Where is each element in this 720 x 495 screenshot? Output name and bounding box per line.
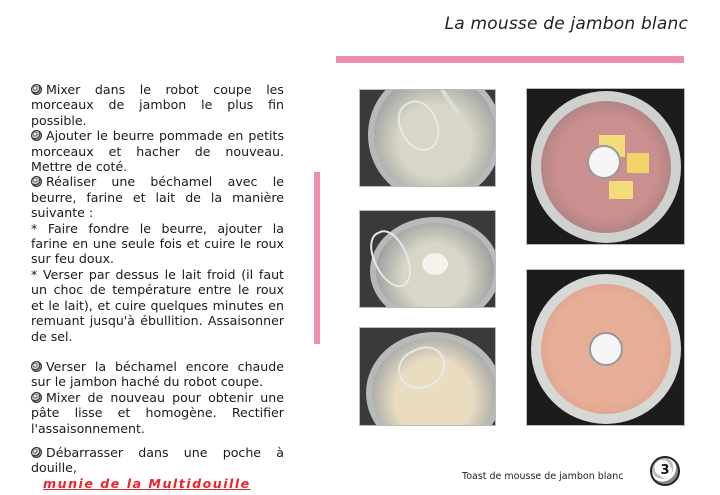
vertical-accent-bar	[314, 172, 320, 344]
processor-hub	[587, 145, 621, 179]
photo-adding-flour	[359, 210, 496, 308]
step-4: Verser la béchamel encore chaude sur le jambon haché du robot coupe.	[31, 358, 284, 390]
photo-bechamel	[359, 327, 496, 426]
recipe-instructions	[31, 82, 284, 491]
bullet-icon	[31, 176, 42, 187]
step-3b: * Verser par dessus le lait froid (il faut un choc de température entre le roux et le lait), et cuire quelques minutes en remuant jusqu'à ébullition. Assaisonner de sel.	[31, 266, 284, 344]
page-number-badge	[650, 456, 680, 486]
processor-hub	[589, 332, 623, 366]
step-1: Mixer dans le robot coupe les morceaux de jambon le plus fin possible.	[31, 82, 284, 128]
photo-melting-butter	[359, 89, 496, 187]
step-2: Ajouter le beurre pommade en petits morceaux et hacher de nouveau. Mettre de coté.	[31, 128, 284, 175]
photo-ham-and-butter	[526, 88, 685, 245]
bullet-icon	[31, 361, 42, 372]
title-underline-bar	[336, 56, 684, 63]
bullet-icon	[31, 392, 42, 403]
photo-smooth-mousse	[526, 269, 685, 426]
step-3a: * Faire fondre le beurre, ajouter la farine en une seule fois et cuire le roux sur feu doux.	[31, 220, 284, 267]
bullet-icon	[31, 447, 42, 458]
bullet-icon	[31, 84, 42, 95]
page-number: 3	[658, 464, 672, 478]
multidouille-link[interactable]: munie de la Multidouille	[43, 475, 251, 491]
page-title: La mousse de jambon blanc	[444, 14, 688, 34]
flour-pile	[422, 253, 448, 275]
bullet-icon	[31, 130, 42, 141]
step-6-link-line	[31, 476, 284, 491]
step-6: Débarrasser dans une poche à douille,	[31, 444, 284, 476]
step-3: Réaliser une béchamel avec le beurre, farine et lait de la manière suivante :	[31, 174, 284, 221]
step-5: Mixer de nouveau pour obtenir une pâte lisse et homogène. Rectifier l'assaisonnement.	[31, 389, 284, 436]
footer-caption: Toast de mousse de jambon blanc	[462, 471, 624, 482]
